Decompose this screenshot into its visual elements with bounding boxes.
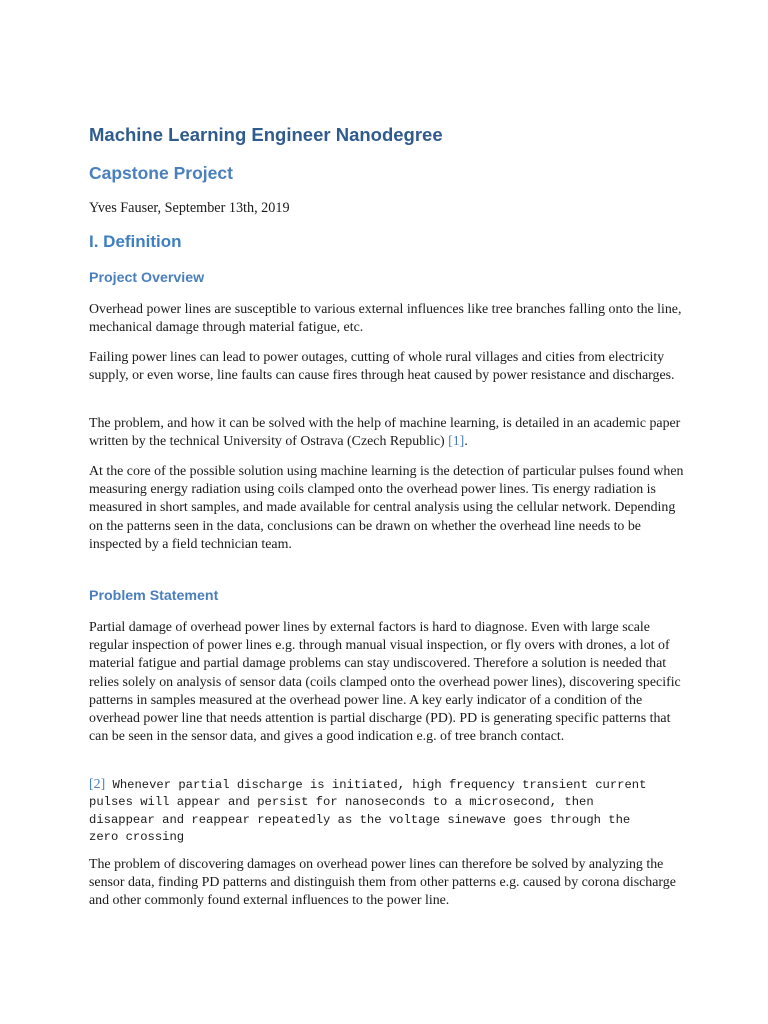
overview-paragraph-4: At the core of the possible solution using machine learning is the detection of particular pulses found when measuring energy radiation using coils clamped onto the overhead power lines. Tis energy radiation is measured in short samples, and made available for central analysis using the cellular network. Depending on the patterns seen in the data, conclusions can be drawn on whether the overhead line needs to be inspected by a field technician team.	[89, 464, 684, 552]
quote-line-4: zero crossing	[89, 829, 185, 844]
quote-text-1: Whenever partial discharge is initiated, high frequency transient current	[105, 778, 647, 792]
author-line: Yves Fauser, September 13th, 2019	[89, 200, 290, 216]
reference-link-2[interactable]: [2]	[89, 777, 106, 792]
overview-paragraph-3-text: The problem, and how it can be solved with the help of machine learning, is detailed in an academic paper written by the technical University of Ostrava (Czech Republic)	[89, 416, 681, 450]
heading-project-overview: Project Overview	[89, 270, 205, 286]
heading-problem-statement: Problem Statement	[89, 588, 219, 604]
document-content	[89, 122, 689, 909]
overview-paragraph-2: Failing power lines can lead to power outages, cutting of whole rural villages and cities from electricity supply, or even worse, line faults can cause fires through heat caused by power resistance and discharges.	[89, 350, 675, 384]
quote-block	[89, 776, 689, 846]
document-title: Machine Learning Engineer Nanodegree	[89, 124, 443, 145]
overview-paragraph-3	[89, 415, 689, 451]
document-subtitle: Capstone Project	[89, 163, 233, 183]
section-heading-definition: I. Definition	[89, 232, 182, 251]
quote-line-3: disappear and reappear repeatedly as the voltage sinewave goes through the	[89, 812, 631, 827]
problem-paragraph-2: The problem of discovering damages on overhead power lines can therefore be solved by analyzing the sensor data, finding PD patterns and distinguish them from other patterns e.g. caused by corona discharge and other commonly found external influences to the power line.	[89, 857, 676, 909]
overview-paragraph-1: Overhead power lines are susceptible to various external influences like tree branches falling onto the line, mechanical damage through material fatigue, etc.	[89, 302, 682, 336]
overview-paragraph-3-end: .	[464, 434, 468, 450]
quote-line-1	[89, 776, 689, 794]
quote-line-2: pulses will appear and persist for nanoseconds to a microsecond, then	[89, 795, 594, 810]
problem-paragraph-1: Partial damage of overhead power lines by external factors is hard to diagnose. Even with large scale regular inspection of power lines e.g. through manual visual inspection, or fly overs with drones, a lot of material fatigue and partial damage problems can stay undiscovered. Therefore a solution is needed that relies solely on analysis of sensor data (coils clamped onto the overhead power lines), discovering specific patterns in samples measured at the overhead power line. A key early indicator of a condition of the overhead power line that needs attention is partial discharge (PD). PD is generating specific patterns that can be seen in the sensor data, and gives a good indication e.g. of tree branch contact.	[89, 620, 681, 745]
reference-link-1[interactable]: [1]	[448, 434, 465, 450]
